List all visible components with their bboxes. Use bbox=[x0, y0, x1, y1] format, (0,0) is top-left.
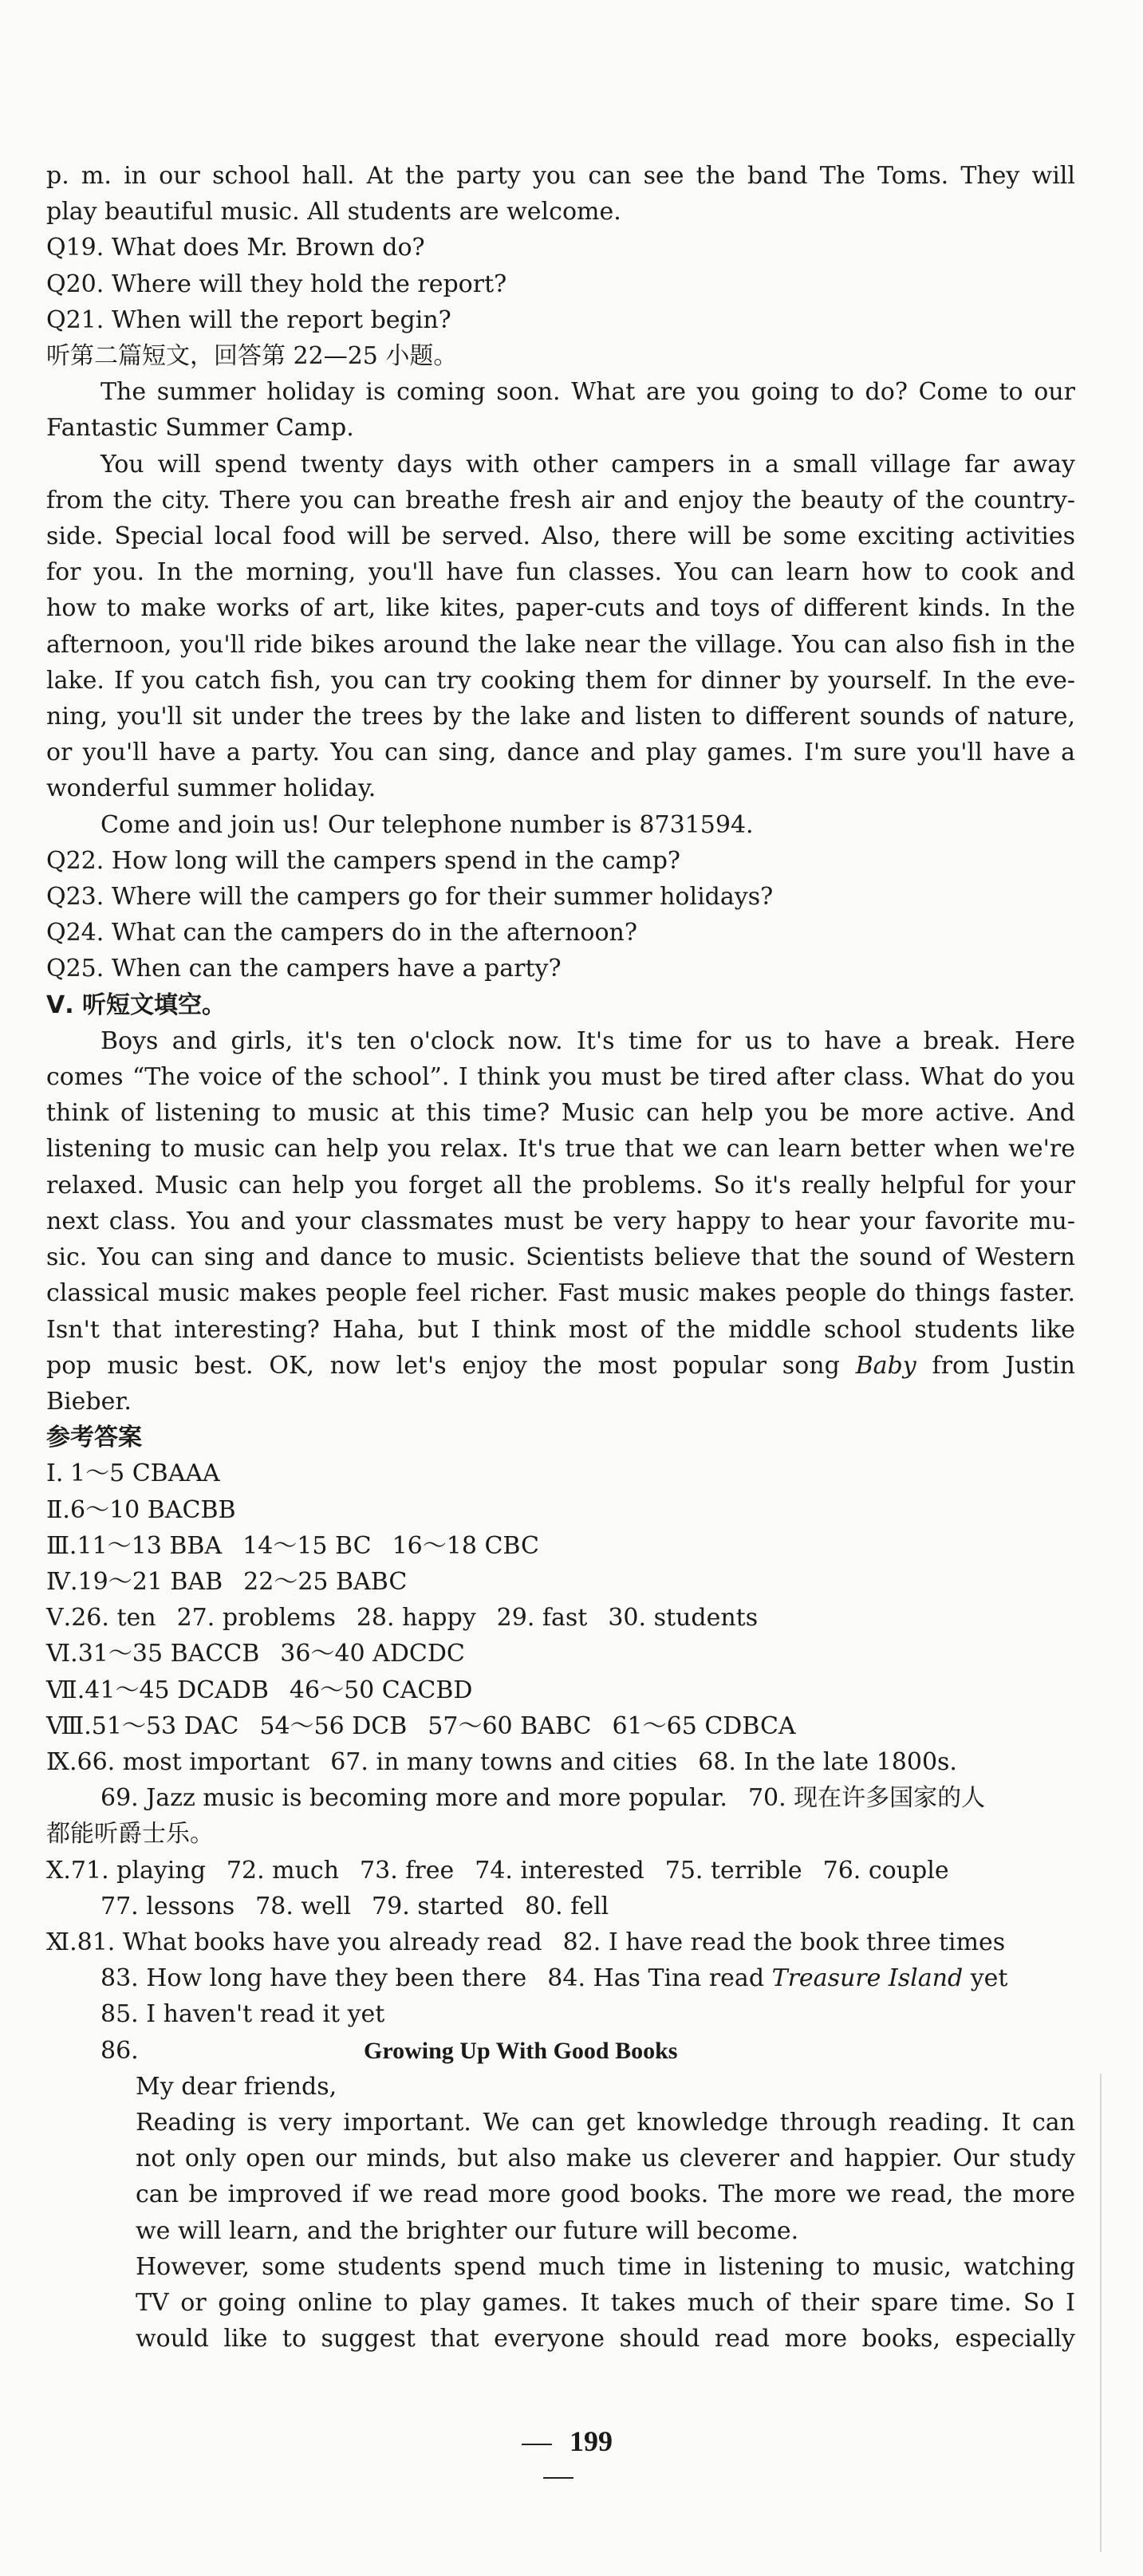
section5-line: next class. You and your classmates must be very happy to hear your favorite mu- bbox=[46, 1207, 1075, 1235]
answer-group: 72. much bbox=[226, 1856, 340, 1885]
page-number-footer bbox=[479, 2424, 638, 2491]
answer-row bbox=[46, 1672, 1075, 1708]
answer-group: 75. terrible bbox=[664, 1856, 802, 1885]
answer-group: 74. interested bbox=[475, 1856, 644, 1885]
answer-group: 30. students bbox=[608, 1604, 759, 1633]
row-number: Ⅱ. bbox=[46, 1495, 70, 1524]
essay-title: Growing Up With Good Books bbox=[364, 2037, 678, 2064]
section5-text: pop music best. OK, now let's enjoy the most popular song bbox=[46, 1351, 840, 1380]
answer-group: 81. What books have you already read bbox=[77, 1928, 542, 1956]
row-number: Ⅰ. bbox=[46, 1459, 64, 1488]
answer-group: 19～21 BAB bbox=[77, 1567, 223, 1596]
section5-line: relaxed. Music can help you forget all the problems. So it's really helpful for your bbox=[46, 1171, 1075, 1199]
answer-group: 1～5 CBAAA bbox=[70, 1459, 220, 1488]
row-number: Ⅺ. bbox=[46, 1928, 77, 1956]
answer-group: 70. 现在许多国家的人 bbox=[747, 1784, 986, 1813]
question-line: Q21. When will the report begin? bbox=[46, 305, 451, 334]
answer-group: 6～10 BACBB bbox=[70, 1495, 236, 1524]
answer-group: 67. in many towns and cities bbox=[330, 1747, 678, 1776]
answer-group: 79. started bbox=[372, 1892, 504, 1920]
answer-row bbox=[46, 1708, 1075, 1744]
answer-row-continued bbox=[46, 1889, 1075, 1924]
row-number: Ⅲ. bbox=[46, 1531, 77, 1560]
passage-line: lake. If you catch fish, you can try cooking them for dinner by yourself. In the eve- bbox=[46, 666, 1075, 695]
answer-row-continued: 都能听爵士乐。 bbox=[46, 1820, 214, 1849]
passage-line: afternoon, you'll ride bikes around the lake near the village. You can also fish in the bbox=[46, 630, 1075, 659]
answer-group: 51～53 DAC bbox=[91, 1711, 239, 1740]
passage-line: Fantastic Summer Camp. bbox=[46, 414, 354, 443]
essay-line: However, some students spend much time in listening to music, watching bbox=[136, 2252, 1075, 2281]
answer-group: 84. Has Tina read bbox=[547, 1964, 765, 1993]
answer-group: 29. fast bbox=[496, 1604, 588, 1633]
answer-group: 27. problems bbox=[176, 1604, 336, 1633]
answer-group: 76. couple bbox=[822, 1856, 949, 1885]
footer-dash bbox=[522, 2444, 552, 2445]
passage-line: The summer holiday is coming soon. What are you going to do? Come to our bbox=[101, 378, 1075, 407]
passage-line: for you. In the morning, you'll have fun classes. You can learn how to cook and bbox=[46, 558, 1075, 587]
essay-line: would like to suggest that everyone should read more books, especially bbox=[136, 2325, 1075, 2353]
passage-line: side. Special local food will be served. Also, there will be some exciting activities bbox=[46, 522, 1075, 551]
question-line: Q20. Where will they hold the report? bbox=[46, 270, 507, 298]
answer-group: 77. lessons bbox=[101, 1892, 235, 1920]
answer-group: 46～50 CACBD bbox=[289, 1676, 473, 1704]
answer-group: 69. Jazz music is becoming more and more popular. bbox=[101, 1784, 727, 1813]
answer-row bbox=[46, 1455, 1075, 1491]
answer-group: 28. happy bbox=[356, 1604, 476, 1633]
essay-greeting: My dear friends, bbox=[136, 2072, 337, 2101]
passage-line: from the city. There you can breathe fresh air and enjoy the beauty of the country- bbox=[46, 486, 1075, 514]
answer-row bbox=[46, 1924, 1075, 1960]
answer-row-continued bbox=[46, 1960, 1075, 1996]
answer-group: 71. playing bbox=[70, 1856, 206, 1885]
section5-line: think of listening to music at this time? Music can help you be more active. And bbox=[46, 1099, 1075, 1128]
row-number: Ⅹ. bbox=[46, 1856, 71, 1885]
answer-group: 31～35 BACCB bbox=[77, 1640, 260, 1668]
answer-group: 80. fell bbox=[524, 1892, 609, 1920]
answer-group: 82. I have read the book three times bbox=[562, 1928, 1006, 1956]
section5-line: classical music makes people feel richer. Fast music makes people do things faster. bbox=[46, 1279, 1075, 1308]
answer-group: 73. free bbox=[360, 1856, 455, 1885]
question-line: Q24. What can the campers do in the afternoon? bbox=[46, 919, 637, 947]
answer-group: yet bbox=[970, 1964, 1008, 1993]
answer-group: 68. In the late 1800s. bbox=[698, 1747, 957, 1776]
answer-row bbox=[46, 1744, 1075, 1780]
question-line: Q25. When can the campers have a party? bbox=[46, 955, 562, 983]
answer-row-continued bbox=[46, 1780, 1075, 1816]
answer-row bbox=[46, 1636, 1075, 1672]
section5-line: Isn't that interesting? Haha, but I think most of the middle school students like bbox=[46, 1315, 1075, 1344]
passage-line: ning, you'll sit under the trees by the lake and listen to different sounds of nature, bbox=[46, 703, 1075, 731]
answer-group: 22～25 BABC bbox=[243, 1567, 408, 1596]
answer-group: 41～45 DCADB bbox=[85, 1676, 269, 1704]
footer-dash bbox=[543, 2477, 573, 2479]
answer-group: 54～56 DCB bbox=[259, 1711, 408, 1740]
page-number: 199 bbox=[570, 2425, 613, 2457]
section5-text: from Justin bbox=[932, 1351, 1075, 1380]
script-line: p. m. in our school hall. At the party you can see the band The Toms. They will bbox=[46, 162, 1075, 190]
answer-row-continued: 85. I haven't read it yet bbox=[101, 2000, 385, 2029]
essay-line: we will learn, and the brighter our future will become. bbox=[136, 2216, 799, 2245]
row-number: Ⅷ. bbox=[46, 1711, 92, 1740]
script-line: play beautiful music. All students are welcome. bbox=[46, 198, 621, 226]
passage2-heading: 听第二篇短文，回答第 22—25 小题。 bbox=[46, 342, 458, 371]
question-line: Q22. How long will the campers spend in the camp? bbox=[46, 846, 680, 875]
section5-line bbox=[46, 1348, 1075, 1384]
passage-line: how to make works of art, like kites, paper-cuts and toys of different kinds. In the bbox=[46, 594, 1075, 623]
essay-title-row bbox=[46, 2033, 1075, 2069]
answer-group: 16～18 CBC bbox=[392, 1531, 539, 1560]
answer-row bbox=[46, 1853, 1075, 1889]
passage-line: Come and join us! Our telephone number is 8731594. bbox=[101, 810, 754, 839]
passage-line: or you'll have a party. You can sing, dance and play games. I'm sure you'll have a bbox=[46, 739, 1075, 767]
section5-line: listening to music can help you relax. It's true that we can learn better when we're bbox=[46, 1135, 1075, 1164]
answer-group: 26. ten bbox=[71, 1604, 156, 1633]
row-number: Ⅶ. bbox=[46, 1676, 85, 1704]
section5-line: comes “The voice of the school”. I think you must be tired after class. What do you bbox=[46, 1063, 1075, 1092]
answer-group: 14～15 BC bbox=[242, 1531, 372, 1560]
row-number: Ⅸ. bbox=[46, 1747, 77, 1776]
section5-line: Bieber. bbox=[46, 1387, 132, 1416]
essay-line: not only open our minds, but also make us cleverer and happier. Our study bbox=[136, 2145, 1075, 2173]
song-title: Baby bbox=[855, 1351, 916, 1380]
book-title: Treasure Island bbox=[771, 1964, 964, 1993]
essay-line: can be improved if we read more good books. The more we read, the more bbox=[136, 2180, 1075, 2209]
section-heading: Ⅴ. 听短文填空。 bbox=[46, 991, 227, 1019]
answer-group: 61～65 CDBCA bbox=[612, 1711, 796, 1740]
row-number: Ⅴ. bbox=[46, 1604, 72, 1633]
answer-group: 36～40 ADCDC bbox=[280, 1640, 465, 1668]
answer-group: 78. well bbox=[255, 1892, 352, 1920]
row-number: Ⅵ. bbox=[46, 1640, 78, 1668]
passage-line: wonderful summer holiday. bbox=[46, 774, 376, 803]
answer-row bbox=[46, 1600, 1075, 1636]
answer-row bbox=[46, 1492, 1075, 1528]
essay-line: Reading is very important. We can get knowledge through reading. It can bbox=[136, 2108, 1075, 2137]
section5-line: Boys and girls, it's ten o'clock now. It's time for us to have a break. Here bbox=[101, 1026, 1075, 1055]
answer-group: 83. How long have they been there bbox=[101, 1964, 527, 1993]
essay-line: TV or going online to play games. It takes much of their spare time. So I bbox=[136, 2288, 1075, 2317]
page-edge-line bbox=[1100, 2074, 1102, 2552]
answer-group: 11～13 BBA bbox=[77, 1531, 223, 1560]
answer-group: 66. most important bbox=[77, 1747, 310, 1776]
question-line: Q19. What does Mr. Brown do? bbox=[46, 234, 425, 262]
answer-row bbox=[46, 1564, 1075, 1600]
passage-line: You will spend twenty days with other campers in a small village far away bbox=[101, 450, 1075, 479]
document-page bbox=[46, 158, 1075, 2357]
answer-row bbox=[46, 1528, 1075, 1564]
section5-line: sic. You can sing and dance to music. Scientists believe that the sound of Western bbox=[46, 1243, 1075, 1272]
answers-heading: 参考答案 bbox=[46, 1424, 142, 1452]
essay-number: 86. bbox=[101, 2036, 139, 2065]
row-number: Ⅳ. bbox=[46, 1567, 78, 1596]
question-line: Q23. Where will the campers go for their summer holidays? bbox=[46, 883, 774, 912]
answer-group: 57～60 BABC bbox=[428, 1711, 592, 1740]
